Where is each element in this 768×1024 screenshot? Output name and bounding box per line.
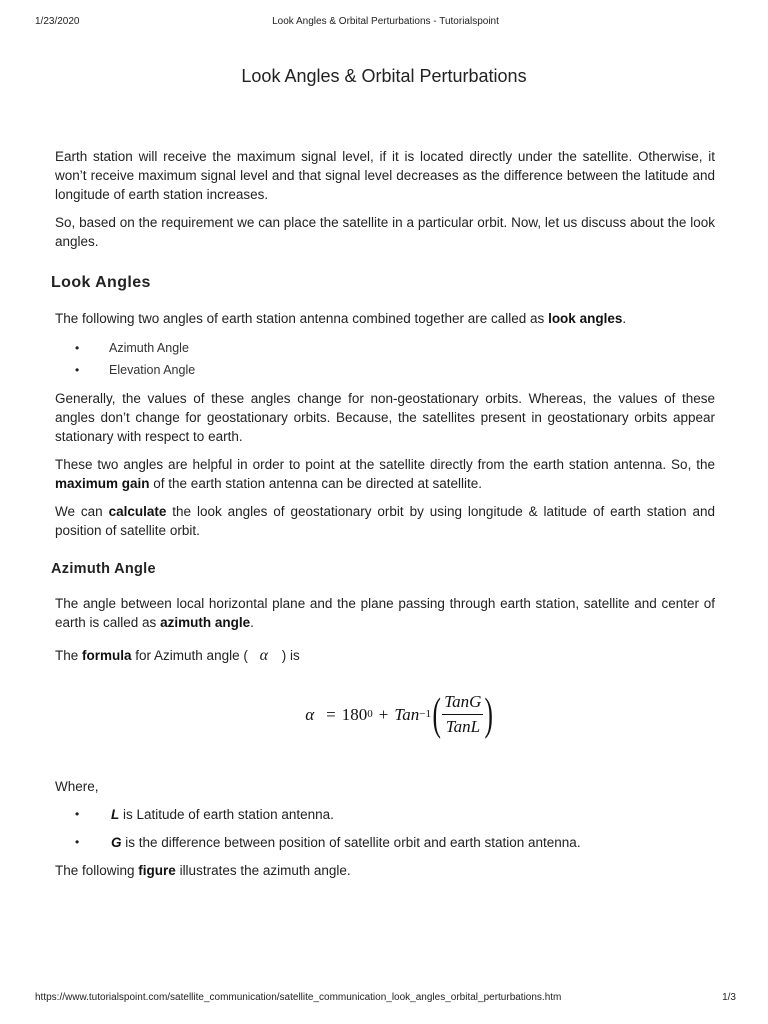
where-label: Where, <box>55 779 99 794</box>
definition-text: is the difference between position of satellite orbit and earth station antenna. <box>121 835 581 850</box>
look-angles-paragraph-3 <box>55 455 715 493</box>
print-header <box>35 16 736 30</box>
look-angles-list <box>55 337 715 381</box>
text-run: for Azimuth angle ( <box>131 648 252 663</box>
text-run: . <box>622 311 627 326</box>
formula-intro <box>55 646 715 665</box>
page-number: 1/3 <box>722 992 736 1003</box>
text-run: of the earth station antenna can be directed at satellite. <box>149 476 483 491</box>
alpha-symbol: α <box>259 647 268 664</box>
print-url: https://www.tutorialspoint.com/satellite_communication/satellite_communication_look_angles_orbital_perturbations.htm <box>35 992 562 1003</box>
page-title: Look Angles & Orbital Perturbations <box>241 66 527 86</box>
look-angles-paragraph-4 <box>55 502 715 540</box>
print-doc-title: Look Angles & Orbital Perturbations - Tutorialspoint <box>272 16 499 27</box>
list-item-elevation-angle: • Elevation Angle <box>55 359 715 381</box>
symbol-l: L <box>111 807 120 822</box>
azimuth-definition <box>55 594 715 632</box>
look-angles-paragraph-2: Generally, the values of these angles change for non-geostationary orbits. Whereas, the values of these angles don’t change for geostationary orbits. Because, the satellites present in geostationary orbits appear stationary with respect to earth. <box>55 391 715 444</box>
term-look-angles: look angles <box>548 311 623 326</box>
definition-text: is Latitude of earth station antenna. <box>119 807 334 822</box>
text-run: the look angles of geostationary orbit by using longitude & latitude of earth station and position of satellite orbit. <box>55 504 715 538</box>
term-figure: figure <box>138 863 176 878</box>
text-run: The following two angles of earth station antenna combined together are called as <box>55 311 549 326</box>
right-paren: ) <box>484 688 494 739</box>
definition-item-l <box>55 805 715 824</box>
left-paren: ( <box>432 688 441 739</box>
text-run: ) is <box>278 648 300 663</box>
text-run: These two angles are helpful in order to point at the satellite directly from the earth station antenna. So, the <box>55 457 715 472</box>
figure-intro <box>55 861 715 880</box>
term-formula: formula <box>82 648 132 663</box>
article-body <box>51 147 715 889</box>
formula-plus: + <box>378 704 389 724</box>
formula-lhs: α <box>305 704 315 724</box>
text-run: We can <box>55 504 109 519</box>
intro-paragraph-2: So, based on the requirement we can place the satellite in a particular orbit. Now, let us discuss about the look angles. <box>55 215 715 249</box>
formula-func-sup: −1 <box>419 707 431 720</box>
text-run: The angle between local horizontal plane and the plane passing through earth station, satellite and center of earth is called as <box>55 596 715 630</box>
formula-func: Tan <box>394 704 420 724</box>
formula-base: 180 <box>341 704 368 724</box>
term-azimuth-angle: azimuth angle <box>160 615 251 630</box>
azimuth-formula <box>55 688 715 747</box>
azimuth-angle-heading: Azimuth Angle <box>51 561 156 577</box>
text-run: The <box>55 648 83 663</box>
term-calculate: calculate <box>108 504 167 519</box>
formula-expression <box>305 688 495 739</box>
look-angles-heading: Look Angles <box>51 274 151 291</box>
fraction-numerator: TanG <box>442 692 483 715</box>
symbol-g: G <box>111 835 122 850</box>
look-angles-definition <box>55 309 715 328</box>
text-run: . <box>250 615 254 630</box>
text-run: illustrates the azimuth angle. <box>175 863 351 878</box>
print-footer <box>35 992 736 1006</box>
intro-paragraph-1: Earth station will receive the maximum signal level, if it is located directly under the satellite. Otherwise, it won’t receive maximum signal level and that signal level decreases as the difference between the latitude and longitude of earth station increases. <box>55 149 715 202</box>
print-date: 1/23/2020 <box>35 16 80 27</box>
term-maximum-gain: maximum gain <box>55 476 150 491</box>
formula-base-sup: 0 <box>367 707 373 720</box>
formula-equals: = <box>326 704 336 724</box>
formula-fraction <box>442 692 483 737</box>
fraction-denominator: TanL <box>445 716 481 736</box>
list-item-azimuth-angle: • Azimuth Angle <box>55 337 715 359</box>
definition-item-g <box>55 833 715 852</box>
text-run: The following <box>55 863 139 878</box>
variable-definitions <box>55 805 715 852</box>
